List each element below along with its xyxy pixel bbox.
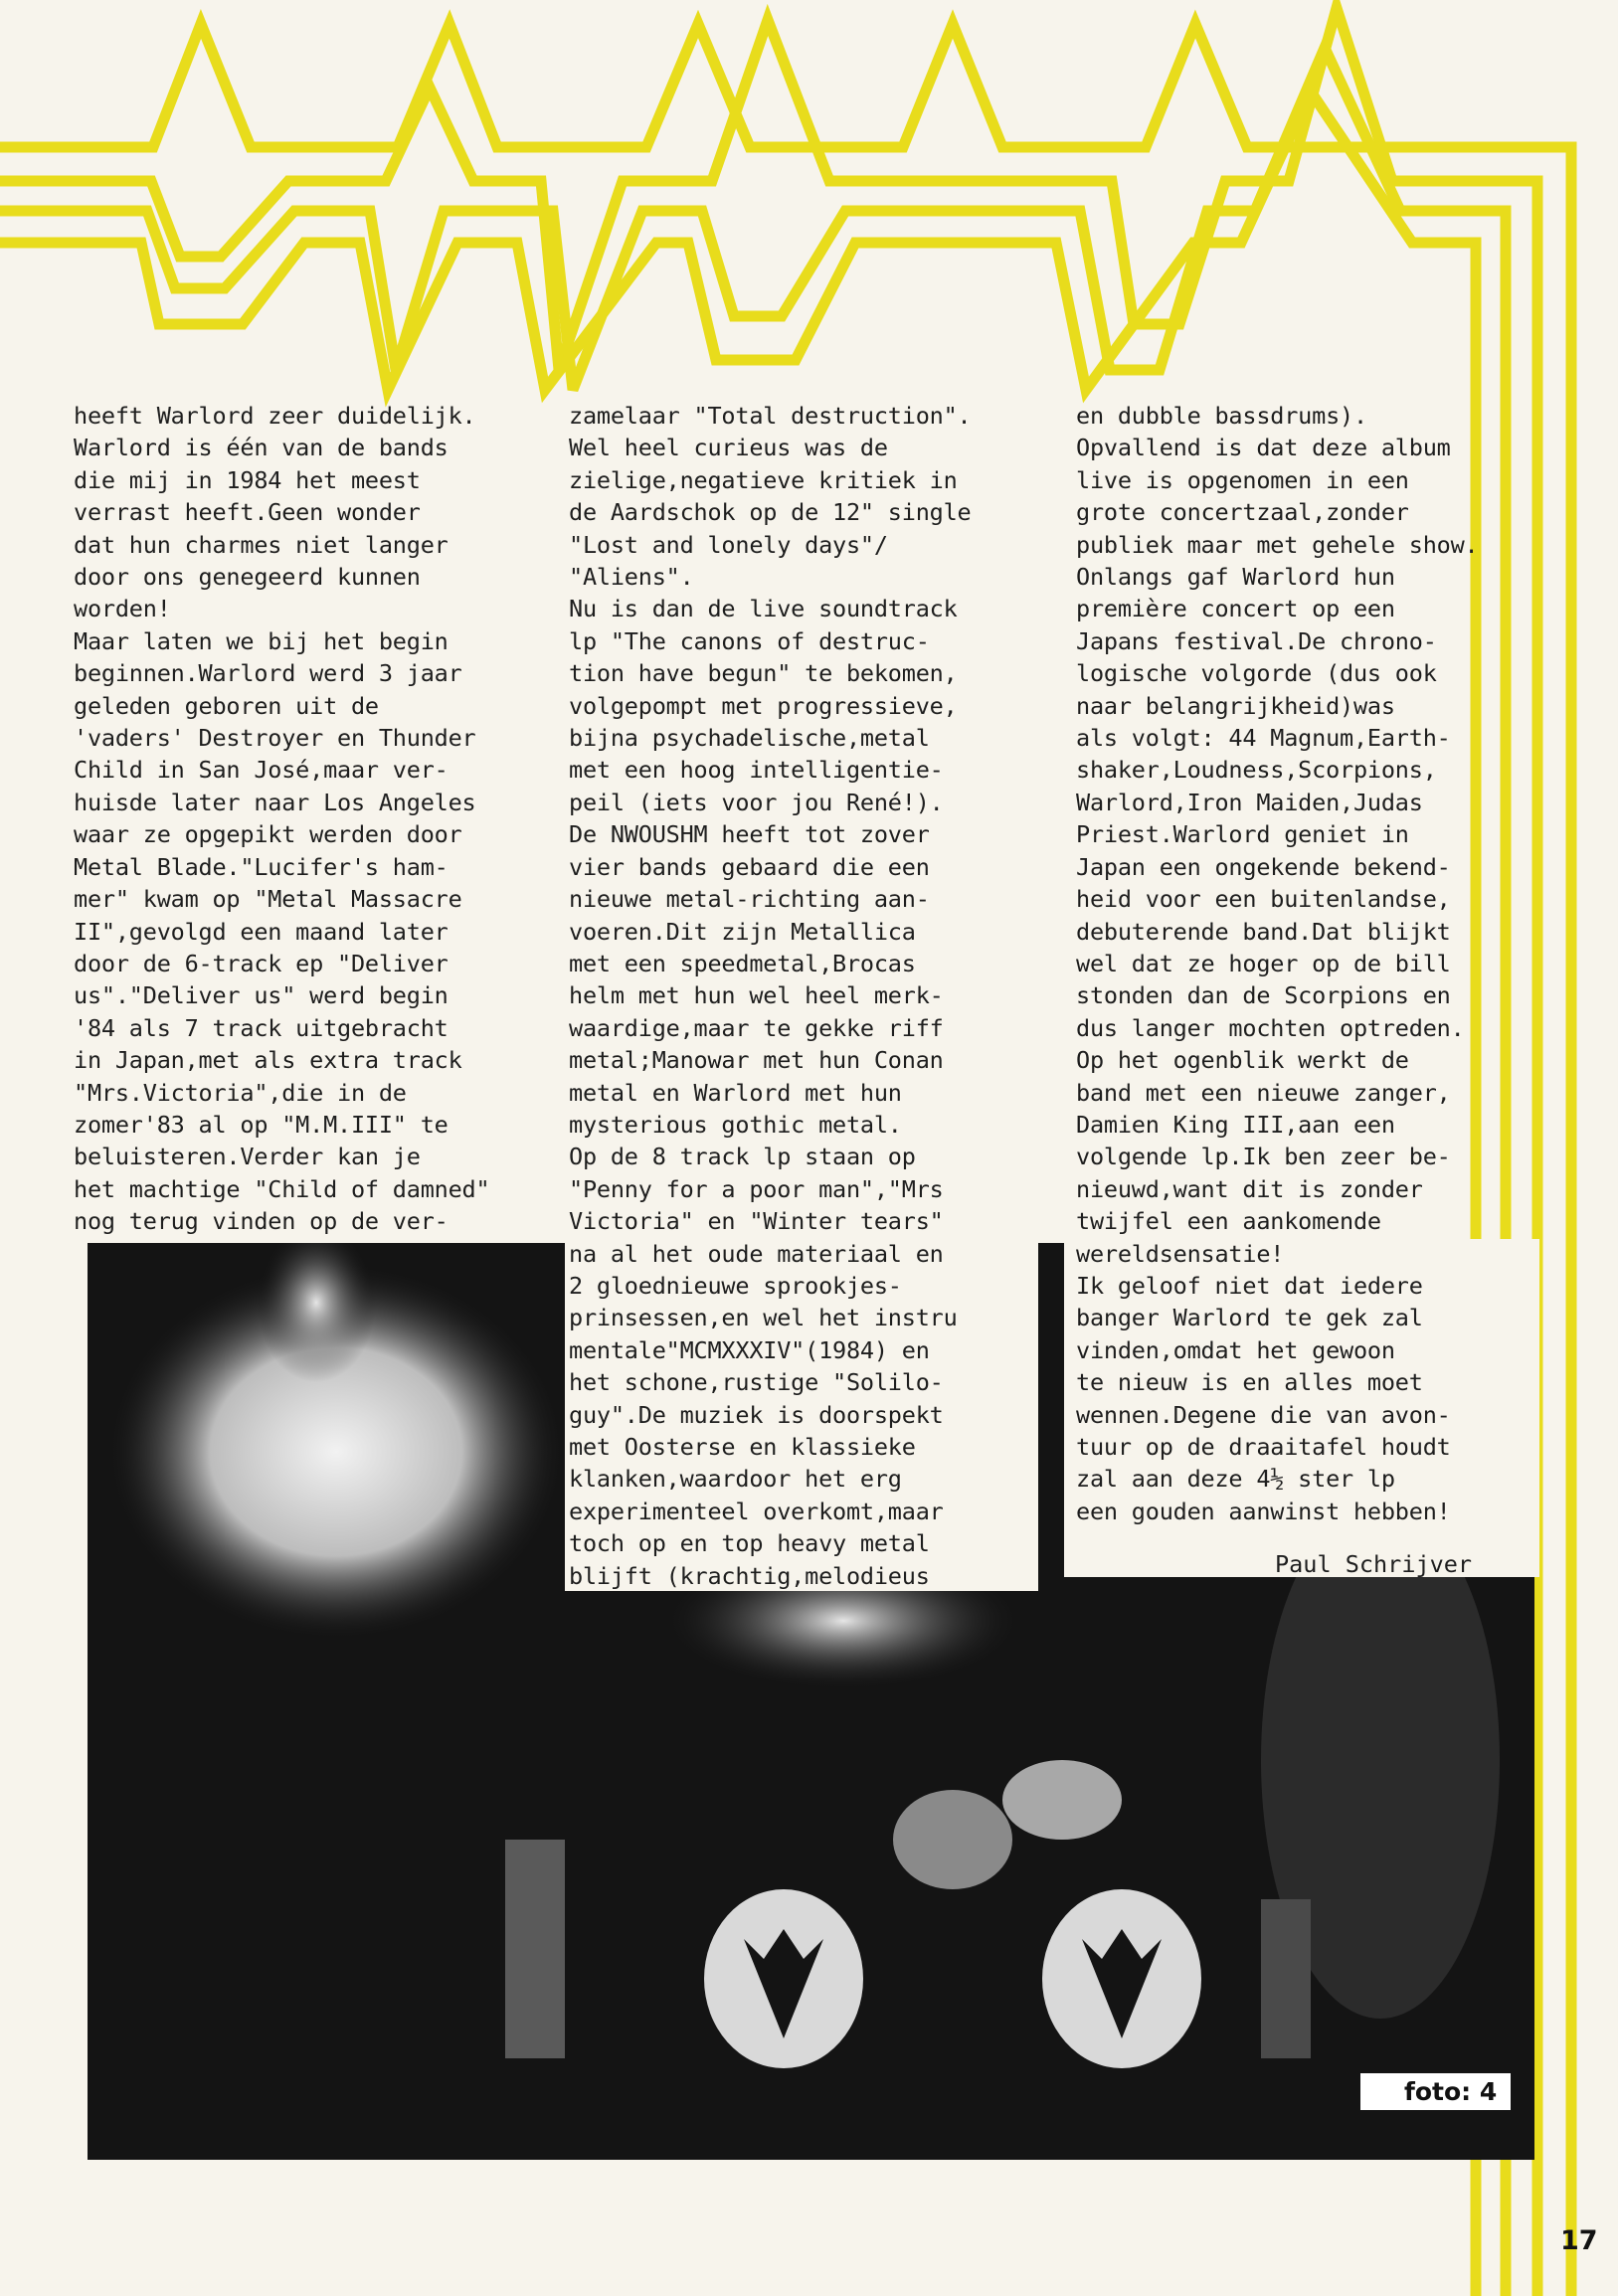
article-column-3: en dubble bassdrums). Opvallend is dat deze album live is opgenomen in een grote concertzaal,zonder publiek maar met gehele show. Onlangs gaf Warlord hun première concert op een Japans festival.De chrono- logische volgorde (dus ook naar belangrijkheid)was als volgt: 44 Magnum,Earth- shaker,Loudness,Scorpions, Warlord,Iron Maiden,Judas Priest.Warlord geniet in Japan een ongekende bekend- heid voor een buitenlandse, debuterende band.Dat blijkt wel dat ze hoger op de bill stonden dan de Scorpions en dus langer mochten optreden. Op het ogenblik werkt de band met een nieuwe zanger, Damien King III,aan een volgende lp.Ik ben zeer be- nieuwd,want dit is zonder twijfel een aankomende wereldsensatie! Ik geloof niet dat iedere banger Warlord te gek zal vinden,omdat het gewoon te nieuw is en alles moet wennen.Degene die van avon- tuur op de draaitafel houdt zal aan deze 4½ ster lp een gouden aanwinst hebben! [1076,402,1479,1525]
article-column-1: heeft Warlord zeer duidelijk. Warlord is één van de bands die mij in 1984 het meest verrast heeft.Geen wonder dat hun charmes niet langer door ons genegeerd kunnen worden! Maar laten we bij het begin beginnen.Warlord werd 3 jaar geleden geboren uit de 'vaders' Destroyer en Thunder Child in San José,maar ver- huisde later naar Los Angeles waar ze opgepikt werden door Metal Blade."Lucifer's ham- mer" kwam op "Metal Massacre II",gevolgd een maand later door de 6-track ep "Deliver us"."Deliver us" werd begin '84 als 7 track uitgebracht in Japan,met als extra track "Mrs.Victoria",die in de zomer'83 al op "M.M.III" te beluisteren.Verder kan je het machtige "Child of damned" nog terug vinden op de ver- [74,402,490,1236]
photo-mask [88,1239,565,1243]
page-number: 17 [1560,2225,1598,2256]
article-column-2: zamelaar "Total destruction". Wel heel curieus was de zielige,negatieve kritiek in de Aardschok op de 12" single "Lost and lonely days"/ "Aliens". Nu is dan de live soundtrack lp "The canons of destruc- tion have begun" te bekomen, volgepompt met progressieve, bijna psychadelische,metal met een hoog intelligentie- peil (iets voor jou René!). De NWOUSHM heeft tot zover vier bands gebaard die een nieuwe metal-richting aan- voeren.Dit zijn Metallica met een speedmetal,Brocas helm met hun wel heel merk- waardige,maar te gekke riff metal;Manowar met hun Conan metal en Warlord met hun mysterious gothic metal. Op de 8 track lp staan op "Penny for a poor man","Mrs Victoria" en "Winter tears" na al het oude materiaal en 2 gloednieuwe sprookjes- prinsessen,en wel het instru mentale"MCMXXXIV"(1984) en het schone,rustige "Solilo- guy".De muziek is doorspekt met Oosterse en klassieke klanken,waardoor het erg experimenteel overkomt,maar toch op en top heavy metal blijft (krachtig,melodieus [569,402,972,1590]
author-byline: Paul Schrijver [1275,1550,1473,1578]
photo-credit: foto: 4 [1360,2073,1511,2110]
